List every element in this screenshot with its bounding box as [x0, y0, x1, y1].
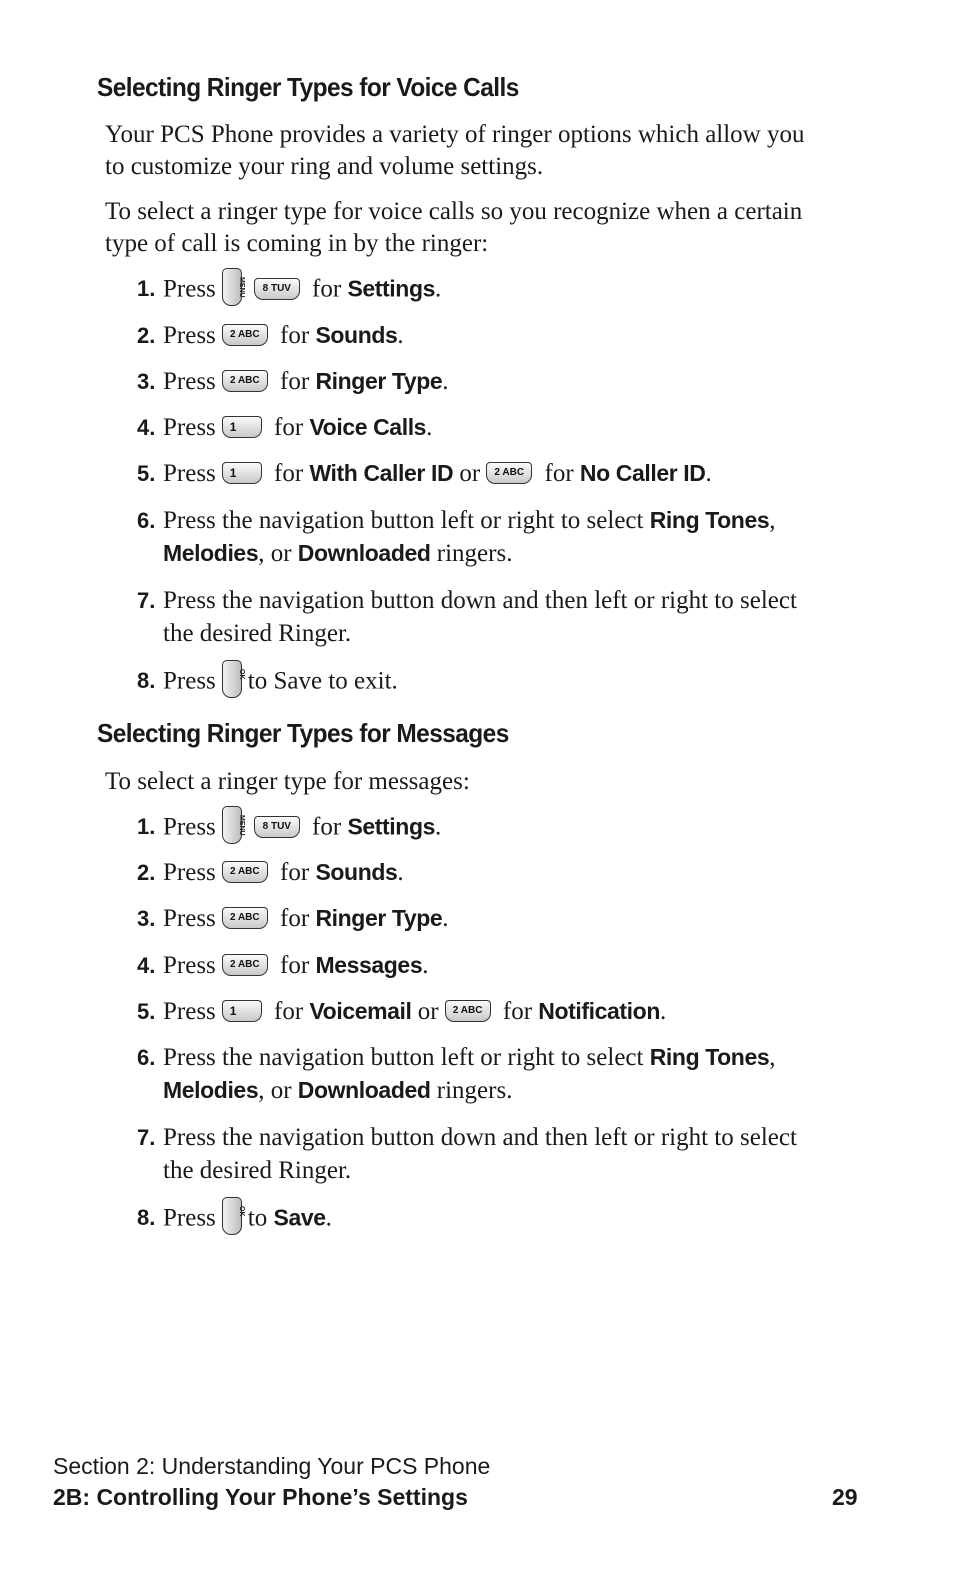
step-7: 7. Press the navigation button down and then left or right to select the desired Ringer. [137, 587, 797, 647]
key-2-icon: 2 ABC [222, 861, 268, 883]
step-8: 8. Press OK to Save to exit. [137, 664, 827, 702]
key-2-icon: 2 ABC [445, 1000, 491, 1022]
footer-chapter: 2B: Controlling Your Phone’s Settings [53, 1484, 468, 1510]
key-8-icon: 8 TUV [254, 278, 300, 300]
key-2-icon: 2 ABC [486, 462, 532, 484]
page-number: 29 [832, 1484, 858, 1510]
step-6: 6. Press the navigation button left or right to select Ring Tones, Melodies, or Downloaded ringers. [137, 1044, 776, 1104]
intro-paragraph: Your PCS Phone provides a variety of ringer options which allow you to customize your ring and volume settings. [105, 121, 805, 180]
key-2-icon: 2 ABC [222, 907, 268, 929]
section-title-voice-calls: Selecting Ringer Types for Voice Calls [97, 72, 519, 102]
step-4: 4. Press 2 ABC for Messages. [137, 952, 429, 979]
intro-paragraph-2: To select a ringer type for voice calls so you recognize when a certain type of call is coming in by the ringer: [105, 198, 803, 257]
ok-key-icon: OK [222, 1197, 242, 1235]
section-title-messages: Selecting Ringer Types for Messages [97, 718, 509, 748]
key-8-icon: 8 TUV [254, 816, 300, 838]
step-5: 5. Press 1 for With Caller ID or 2 ABC for No Caller ID. [137, 460, 712, 487]
ok-key-icon: OK [222, 660, 242, 698]
step-2: 2. Press 2 ABC for Sounds. [137, 322, 404, 349]
key-1-icon: 1 [222, 462, 262, 484]
step-5: 5. Press 1 for Voicemail or 2 ABC for Notification. [137, 998, 667, 1025]
step-6: 6. Press the navigation button left or right to select Ring Tones, Melodies, or Downloaded ringers. [137, 507, 776, 567]
step-1: 1. Press MENU 8 TUV for Settings. [137, 810, 827, 848]
key-1-icon: 1 [222, 1000, 262, 1022]
key-1-icon: 1 [222, 416, 262, 438]
step-2: 2. Press 2 ABC for Sounds. [137, 859, 404, 886]
intro-paragraph-messages: To select a ringer type for messages: [105, 768, 470, 795]
step-4: 4. Press 1 for Voice Calls. [137, 414, 433, 441]
menu-key-icon: MENU [222, 268, 242, 306]
step-3: 3. Press 2 ABC for Ringer Type. [137, 368, 449, 395]
step-3: 3. Press 2 ABC for Ringer Type. [137, 905, 449, 932]
step-8: 8. Press OK to Save. [137, 1201, 827, 1239]
key-2-icon: 2 ABC [222, 954, 268, 976]
step-7: 7. Press the navigation button down and then left or right to select the desired Ringer. [137, 1124, 797, 1184]
footer-section: Section 2: Understanding Your PCS Phone [53, 1453, 491, 1479]
menu-key-icon: MENU [222, 806, 242, 844]
step-1: 1. Press MENU 8 TUV for Settings. [137, 272, 827, 310]
key-2-icon: 2 ABC [222, 370, 268, 392]
key-2-icon: 2 ABC [222, 324, 268, 346]
